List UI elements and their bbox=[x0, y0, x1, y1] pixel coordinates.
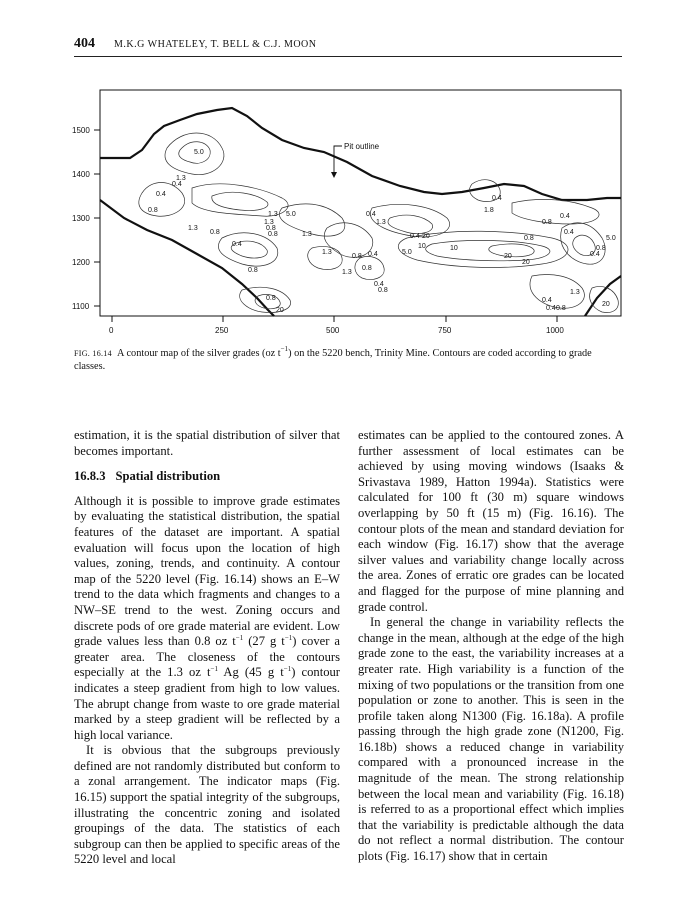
page-number: 404 bbox=[74, 36, 95, 51]
contour-label: 0.4 bbox=[410, 233, 420, 240]
plot-frame bbox=[100, 90, 621, 316]
contour-label: 0.8 bbox=[378, 287, 388, 294]
contour-label: 0.8 bbox=[148, 207, 158, 214]
contour-label: 0.8 bbox=[596, 245, 606, 252]
left-column bbox=[74, 428, 340, 868]
contour-label: 0.8 bbox=[362, 265, 372, 272]
contour-label: 0.8 bbox=[248, 267, 258, 274]
pit-outline bbox=[100, 108, 621, 316]
contour-label: 10 bbox=[418, 243, 426, 250]
contour-label: 0.8 bbox=[266, 295, 276, 302]
contour-label: 20 bbox=[504, 253, 512, 260]
contour-label: 1.3 bbox=[264, 219, 274, 226]
contour-label: 0.8 bbox=[524, 235, 534, 242]
contour-labels bbox=[148, 149, 616, 314]
x-tick-label: 1000 bbox=[546, 326, 564, 335]
x-axis bbox=[109, 316, 564, 335]
contour-label: 20 bbox=[522, 259, 530, 266]
paragraph: It is obvious that the subgroups previously defined are not randomly distributed but conform to a zonal arrangement. The indicator maps (Fig. 16.15) support the spatial integrity of the subgroups, illustrating the concentric zoning and isolated groupings of the data. The statistics of each subgroup can then be applied to specific areas of the 5220 level and local bbox=[74, 743, 340, 867]
contour-map bbox=[72, 88, 624, 338]
contour-label: 0.4 bbox=[564, 229, 574, 236]
right-column bbox=[358, 428, 624, 865]
contour-label: 20 bbox=[422, 233, 430, 240]
contour-label: 10 bbox=[450, 245, 458, 252]
contour-label: 20 bbox=[276, 307, 284, 314]
contour-label: 1.3 bbox=[376, 219, 386, 226]
figure-label: FIG. 16.14 bbox=[74, 349, 112, 358]
x-tick-label: 0 bbox=[109, 326, 114, 335]
contour-label: 5.0 bbox=[606, 235, 616, 242]
running-title: M.K.G WHATELEY, T. BELL & C.J. MOON bbox=[114, 39, 317, 50]
section-number: 16.8.3 bbox=[74, 469, 106, 484]
contour-label: 1.3 bbox=[570, 289, 580, 296]
contour-label: 0.8 bbox=[556, 305, 566, 312]
x-tick-label: 250 bbox=[215, 326, 229, 335]
section-title: Spatial distribution bbox=[115, 469, 221, 484]
contour-label: 1.3 bbox=[268, 211, 278, 218]
paragraph: estimates can be applied to the contoured zones. A further assessment of local estimates can be achieved by using moving windows (Isaaks & Srivastava 1989, Hatton 1994a). Statistics were calculated for 100 ft (30 m) square windows overlapping by 50 ft (15 m) (Fig. 16.16). The contour plots of the mean and standard deviation for each window (Fig. 16.17) show that the average silver values and variability change locally across the area. Zones of erratic ore grades can be located and flagged for the purpose of mine planning and grade control. bbox=[358, 428, 624, 614]
contour-label: 0.4 bbox=[232, 241, 242, 248]
contour-label: 0.4 bbox=[560, 213, 570, 220]
contour-label: 0.4 bbox=[368, 251, 378, 258]
x-tick-label: 750 bbox=[438, 326, 452, 335]
contour-label: 0.8 bbox=[266, 225, 276, 232]
running-header bbox=[74, 36, 622, 57]
contour-label: 1.3 bbox=[322, 249, 332, 256]
contour-label: 1.3 bbox=[188, 225, 198, 232]
paragraph: In general the change in variability reflects the change in the mean, although at the edge of the high grade zone to the east, the variability increases at a greater rate. High variability is a function of the mixing of two populations or the transition from one population or zone to another. This is seen in the profile taken along N1300 (Fig. 16.18a). A profile passing through the high grade zone (N1200, Fig. 16.18b) shows a reduced change in variability compared with a pronounced increase in the magnitude of the mean. The strong relationship between the local mean and variability (Fig. 16.18) is referred to as a proportional effect which implies that the variability is predictable although the data do not reflect a normal distribution. The contour plots (Fig. 16.17) show that in certain bbox=[358, 615, 624, 864]
contour-label: 0.4 bbox=[590, 251, 600, 258]
contour-label: 5.0 bbox=[402, 249, 412, 256]
y-tick-label: 1400 bbox=[72, 170, 90, 179]
annotation-arrowhead bbox=[331, 172, 337, 178]
pit-outline-label: Pit outline bbox=[344, 142, 380, 151]
y-tick-label: 1200 bbox=[72, 258, 90, 267]
contour-label: 5.0 bbox=[194, 149, 204, 156]
contour-label: 0.4 bbox=[492, 195, 502, 202]
contour-label: 0.4 bbox=[156, 191, 166, 198]
contour-label: 0.4 bbox=[542, 297, 552, 304]
figure-caption: FIG. 16.14 A contour map of the silver grades (oz $t^{-1}$) on the 5220 bench, Trinity Mine. Contours are coded according to grade classes. bbox=[74, 345, 592, 373]
contour-label: 5.0 bbox=[286, 211, 296, 218]
section-heading bbox=[74, 469, 340, 485]
contour-label: 20 bbox=[602, 301, 610, 308]
x-tick-label: 500 bbox=[326, 326, 340, 335]
contour-label: 0.8 bbox=[542, 219, 552, 226]
contour-label: 0.4 bbox=[366, 211, 376, 218]
y-tick-label: 1300 bbox=[72, 214, 90, 223]
paragraph: Although it is possible to improve grade estimates by evaluating the statistical distribution, the spatial features of the dataset are important. A spatial evaluation will focus upon the location of high values, zoning, trends, and continuity. A contour map of the 5220 level (Fig. 16.14) shows an E–W trend to the data which fragments and changes to a NW–SE trend to the west. Zoning occurs and discrete pods of ore grade material are evident. Low grade values less than 0.8 oz $t^{-1}$ (27 g $t^{-1}$) cover a greater area. The closeness of the contours especially at the 1.3 oz $t^{-1}$ Ag (45 g $t^{-1}$) contour indicates a steep gradient from high to low values. The abrupt change from waste to ore grade material marked by a steep gradient will be reflected by a high local variance. bbox=[74, 493, 341, 742]
contour-label: 0.4 bbox=[546, 305, 556, 312]
contour-label: 0.8 bbox=[352, 253, 362, 260]
y-tick-label: 1500 bbox=[72, 126, 90, 135]
contour-label: 1.8 bbox=[484, 207, 494, 214]
contour-label: 1.3 bbox=[342, 269, 352, 276]
contour-map-figure bbox=[72, 88, 624, 338]
contour-label: 0.4 bbox=[374, 281, 384, 288]
contour-label: 1.3 bbox=[176, 175, 186, 182]
contour-label: 1.3 bbox=[302, 231, 312, 238]
contour-label: 0.8 bbox=[210, 229, 220, 236]
contour-label: 0.4 bbox=[172, 181, 182, 188]
contour-label: 0.8 bbox=[268, 231, 278, 238]
paragraph: estimation, it is the spatial distribution of silver that becomes important. bbox=[74, 428, 340, 458]
y-tick-label: 1100 bbox=[72, 302, 90, 311]
annotation-leader bbox=[334, 146, 342, 176]
y-axis bbox=[72, 126, 100, 311]
